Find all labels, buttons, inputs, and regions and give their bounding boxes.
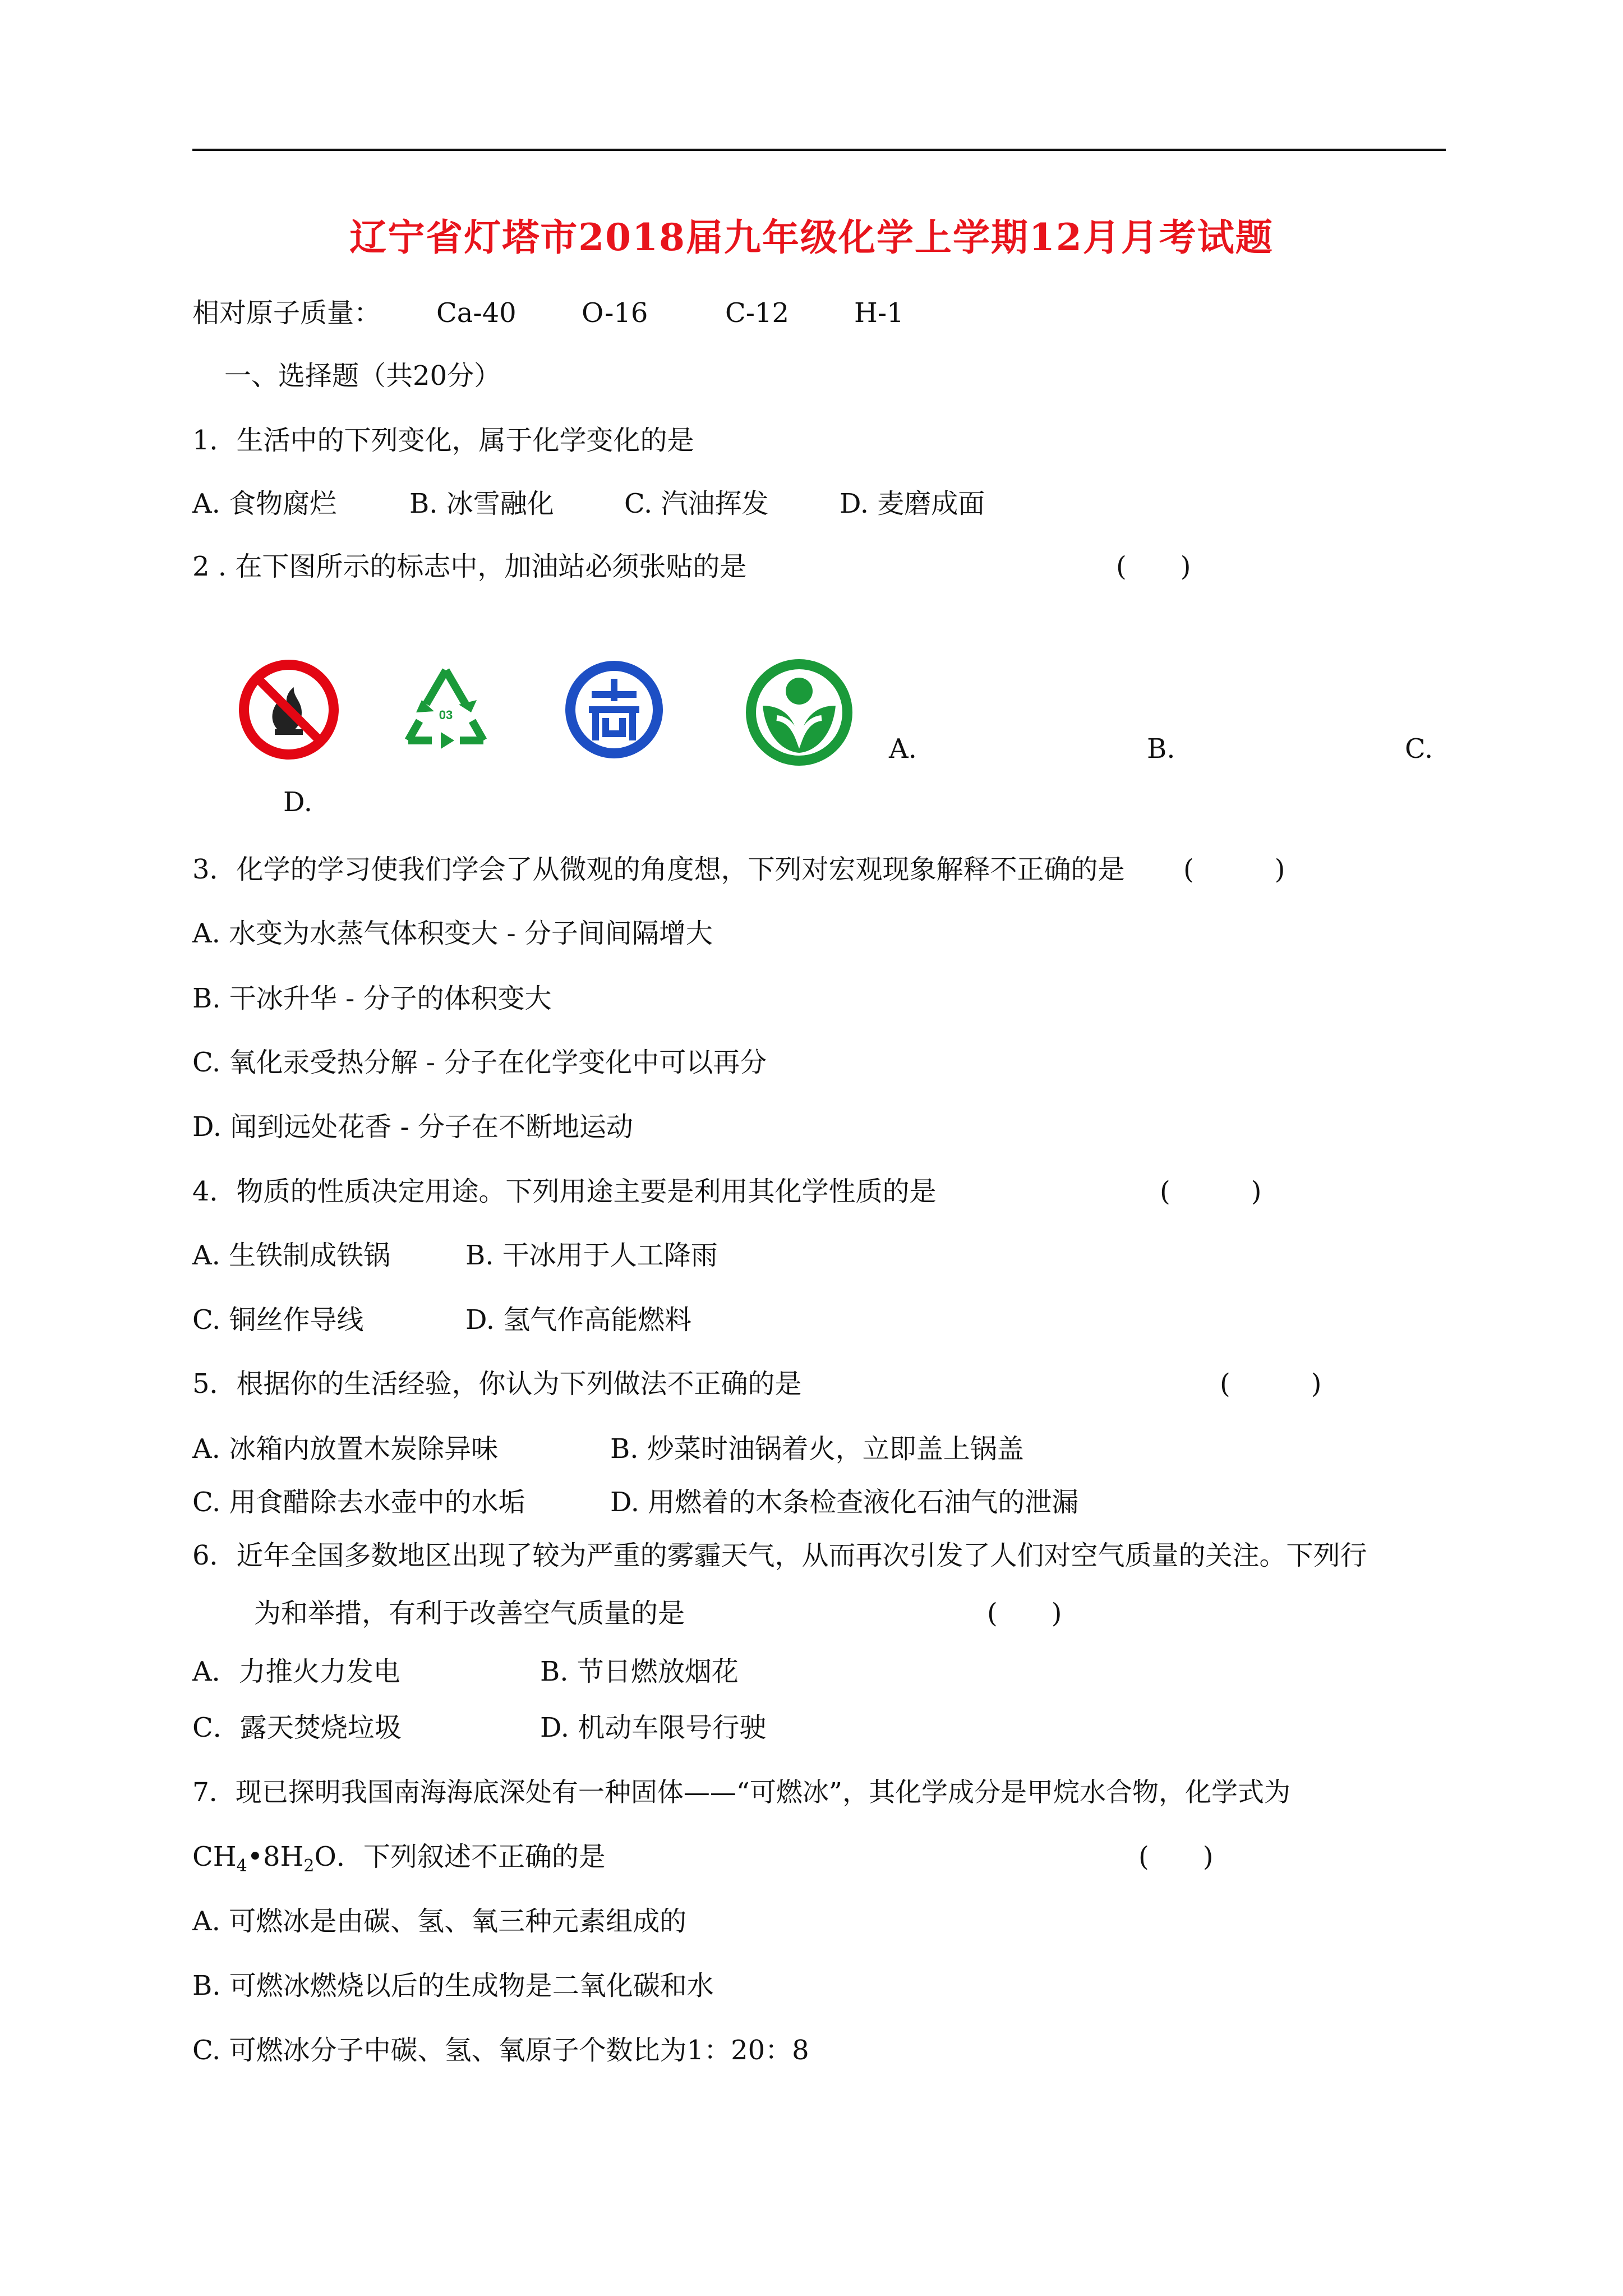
- q1-option-b: B. 冰雪融化: [409, 488, 554, 519]
- q5-answer-paren: ( ): [1220, 1368, 1322, 1400]
- q5-option-b: B. 炒菜时油锅着火，立即盖上锅盖: [610, 1433, 1024, 1465]
- question-7-stem-line2: [192, 1840, 606, 1883]
- question-4-stem: 4．物质的性质决定用途。下列用途主要是利用其化学性质的是: [192, 1176, 937, 1207]
- atomic-mass-h: H-1: [854, 297, 904, 329]
- question-6-stem-line2: 为和举措，有利于改善空气质量的是: [254, 1598, 685, 1629]
- q3-option-a: A. 水变为水蒸气体积变大 - 分子间间隔增大: [192, 918, 713, 949]
- q6-option-c: C．露天焚烧垃圾: [192, 1712, 402, 1743]
- q5-option-a: A. 冰箱内放置木炭除异味: [192, 1433, 499, 1465]
- q2-label-a: A.: [889, 733, 917, 765]
- q1-option-c: C. 汽油挥发: [624, 488, 769, 519]
- question-1-stem: 1．生活中的下列变化，属于化学变化的是: [192, 425, 694, 456]
- q1-option-a: A. 食物腐烂: [192, 488, 337, 519]
- formula-sub-4: 4: [236, 1856, 247, 1876]
- q4-option-b: B. 干冰用于人工降雨: [465, 1240, 718, 1271]
- section-heading: 一、选择题（共20分）: [224, 360, 501, 392]
- recycle-number: 03: [439, 708, 453, 722]
- q3-option-d: D. 闻到远处花香 - 分子在不断地运动: [192, 1111, 634, 1143]
- q2-label-c: C.: [1405, 733, 1433, 765]
- q3-option-b: B. 干冰升华 - 分子的体积变大: [192, 983, 552, 1014]
- recycle-sign-icon: [393, 656, 499, 763]
- q6-option-d: D. 机动车限号行驶: [540, 1712, 767, 1743]
- formula-ch: CH: [192, 1841, 237, 1872]
- q4-answer-paren: ( ): [1160, 1176, 1262, 1207]
- question-2-stem: 2 . 在下图所示的标志中，加油站必须张贴的是: [192, 551, 747, 582]
- q2-answer-paren: ( ): [1116, 551, 1191, 582]
- q7-option-a: A. 可燃冰是由碳、氢、氧三种元素组成的: [192, 1906, 687, 1937]
- q3-option-c: C. 氧化汞受热分解 - 分子在化学变化中可以再分: [192, 1047, 767, 1078]
- question-5-stem: 5．根据你的生活经验，你认为下列做法不正确的是: [192, 1368, 802, 1400]
- formula-sub-2: 2: [303, 1856, 315, 1876]
- q4-option-c: C. 铜丝作导线: [192, 1304, 364, 1336]
- question-6-stem-line1: 6．近年全国多数地区出现了较为严重的雾霾天气，从而再次引发了人们对空气质量的关注。下列行: [192, 1540, 1367, 1571]
- atomic-mass-ca: Ca-40: [436, 297, 517, 329]
- no-fire-sign-icon: [236, 656, 342, 763]
- q7-answer-paren: ( ): [1138, 1841, 1214, 1872]
- question-3-stem: 3．化学的学习使我们学会了从微观的角度想，下列对宏观现象解释不正确的是: [192, 854, 1125, 885]
- q1-option-d: D. 麦磨成面: [840, 488, 985, 519]
- atomic-mass-label: 相对原子质量：: [192, 297, 381, 329]
- question-7-stem-line1: 7．现已探明我国南海海底深处有一种固体——“可燃冰”，其化学成分是甲烷水合物，化学式为: [192, 1777, 1290, 1808]
- q3-answer-paren: ( ): [1183, 854, 1285, 885]
- formula-rest: O．下列叙述不正确的是: [314, 1841, 606, 1872]
- q4-option-d: D. 氢气作高能燃料: [465, 1304, 692, 1336]
- q7-option-c: C. 可燃冰分子中碳、氢、氧原子个数比为1：20：8: [192, 2035, 809, 2066]
- atomic-mass-c: C-12: [725, 297, 790, 329]
- header-rule: [192, 149, 1446, 151]
- q6-option-a: A．力推火力发电: [192, 1656, 400, 1687]
- q7-option-b: B. 可燃冰燃烧以后的生成物是二氧化碳和水: [192, 1970, 714, 2001]
- q6-answer-paren: ( ): [987, 1598, 1062, 1629]
- q2-label-d: D.: [283, 786, 313, 818]
- atomic-mass-o: O-16: [582, 297, 648, 329]
- q2-label-b: B.: [1147, 733, 1175, 765]
- page-title: 辽宁省灯塔市2018届九年级化学上学期12月月考试题: [349, 215, 1274, 259]
- water-saving-sign-icon: [561, 656, 667, 763]
- formula-8h: •8H: [247, 1841, 304, 1872]
- q4-option-a: A. 生铁制成铁锅: [192, 1240, 391, 1271]
- q6-option-b: B. 节日燃放烟花: [540, 1656, 739, 1687]
- green-food-sign-icon: [743, 656, 855, 769]
- q5-option-c: C. 用食醋除去水壶中的水垢: [192, 1487, 525, 1518]
- q5-option-d: D. 用燃着的木条检查液化石油气的泄漏: [610, 1487, 1079, 1518]
